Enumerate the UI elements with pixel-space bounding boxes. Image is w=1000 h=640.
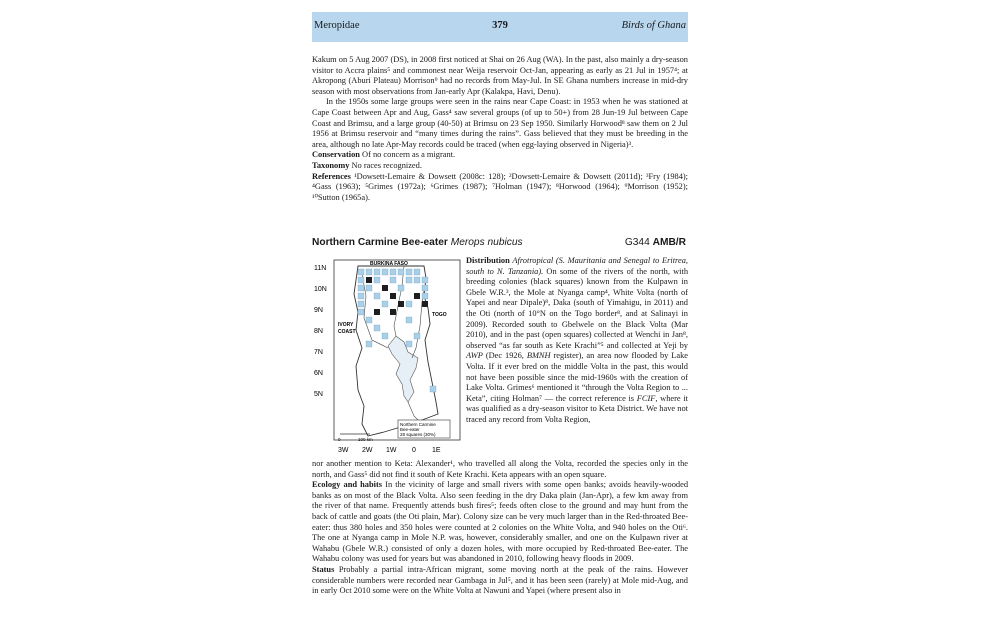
record-square-open — [406, 341, 412, 347]
record-square-open — [382, 333, 388, 339]
record-square-open — [414, 269, 420, 275]
label-togo: TOGO — [432, 312, 447, 318]
references-text: ¹Dowsett-Lemaire & Dowsett (2008c: 128); ²Dowsett-Lemaire & Dowsett (2011d); ³Fry (1984); ⁴Gass (1963); ⁵Grimes (1972a); ⁶Grimes (1987); ⁷Holman (1947); ⁸Horwood (1964); ⁹Morrison (1952); ¹⁰Sutton (1965a). — [312, 171, 689, 202]
record-square-open — [382, 269, 388, 275]
record-square-open — [406, 269, 412, 275]
conservation-text: Of no concern as a migrant. — [362, 150, 456, 160]
record-square-filled — [422, 301, 428, 307]
lat-label: 5N — [314, 391, 323, 398]
record-square-open — [390, 269, 396, 275]
paragraph: In the 1950s some large groups were seen in the rains near Cape Coast: in 1953 when he was stationed at Cape Coast between Apr and Aug, Gass⁴ saw several groups (of up to 50+) from 28 Jun-19 Jul between Cape Coast and Brimsu, and a large group (40-50) at Brimsu on 23 Sep 1950. Similarly Horwood⁸ saw them on 2 Jul 1956 at Brimsu reservoir and “many times during the rains”. Gass believed that they must be breeding in the area, although no late Apr-May records could be traced (when egg-laying observed in Nigeria)³. — [312, 97, 688, 149]
record-square-filled — [366, 277, 372, 283]
record-square-open — [390, 277, 396, 283]
scale-100km: 100 km — [358, 437, 373, 442]
ecology-paragraph — [312, 480, 688, 565]
record-square-open — [398, 269, 404, 275]
species-common-name: Northern Carmine Bee-eater — [312, 237, 448, 248]
lon-label: 3W — [338, 447, 349, 454]
legend-line: Bee-eater — [400, 427, 420, 432]
record-square-open — [358, 293, 364, 299]
distribution-awp: AWP — [466, 351, 483, 361]
references-heading: References — [312, 171, 351, 181]
species-number: G344 — [624, 237, 650, 248]
lat-label: 11N — [314, 265, 327, 272]
record-square-open — [414, 277, 420, 283]
record-square-open — [358, 277, 364, 283]
record-square-filled — [398, 301, 404, 307]
status-paragraph — [312, 565, 688, 597]
lat-label: 10N — [314, 286, 327, 293]
conservation-heading: Conservation — [312, 150, 360, 160]
legend-line: Northern Carmine — [400, 422, 436, 427]
lon-label: 2W — [362, 447, 373, 454]
distribution-text-a: On some of the rivers of the north, with breeding colonies (black squares) known from the Kulpawn in Gbele W.R.³, the Mole at Nyanga camp⁴, White Volta (north of Yapei and near Dipale)⁸, Daka (south of Yimahigu, in 2011) and the Oti (north of 10°N on the Togo border⁸, and at Salinayi in 2009). Recorded south to Gbelwele on the Black Volta (Mar 2010), and in the past (open squares) collected at Wenchi in Jan⁸, observed “as far south as Kete Krachi”⁵ and collected at Yeji by — [466, 266, 689, 350]
distribution-paragraph — [466, 256, 688, 426]
book-page — [312, 0, 688, 640]
record-square-open — [422, 277, 428, 283]
distribution-bmnh: BMNH — [526, 351, 551, 361]
distribution-text-c: register), an area now flooded by Lake Volta. If it ever bred on the middle Volta in the past, this would not have been possible since the mid-1960s with the creation of Lake Volta. Grimes⁶ mentioned it “through the Volta Region to ... Keta”, citing Holman⁷ — the correct reference is — [466, 351, 689, 403]
lon-label: 0 — [412, 447, 416, 454]
record-square-filled — [382, 285, 388, 291]
record-square-open — [414, 333, 420, 339]
record-square-open — [382, 301, 388, 307]
taxonomy-heading: Taxonomy — [312, 160, 350, 170]
body-text-bottom — [312, 459, 688, 597]
species-status-code: AMB/R — [652, 237, 686, 248]
taxonomy-paragraph — [312, 161, 688, 172]
record-square-filled — [374, 309, 380, 315]
lon-label: 1W — [386, 447, 397, 454]
distribution-text-d: , where it was qualified as a dry-season visitor to Keta District. We have not traced any record from Volta Region, — [466, 393, 688, 424]
record-square-open — [406, 301, 412, 307]
lon-label: 1E — [432, 447, 441, 454]
lat-label: 9N — [314, 307, 323, 314]
distribution-fcif: FCIF — [636, 393, 656, 403]
record-square-open — [358, 309, 364, 315]
record-square-open — [358, 301, 364, 307]
label-ivory: IVORY — [338, 322, 354, 328]
previous-species-text — [312, 55, 688, 203]
label-coast: COAST — [338, 329, 356, 335]
record-square-open — [374, 277, 380, 283]
paragraph: Kakum on 5 Aug 2007 (DS), in 2008 first noticed at Shai on 26 Aug (WA). In the past, also mainly a dry-season visitor to Accra plains⁵ and commonest near Weija reservoir Oct-Jan, appearing as early as 21 Jul in 1957⁴; at Akropong (Aburi Plateau) Morrison⁹ had no records from May-Jul. In SE Ghana numbers increase in mid-dry season with most observations from Jan-early Apr (Kalakpa, Havi, Denu). — [312, 55, 688, 96]
label-burkina-faso: BURKINA FASO — [370, 261, 408, 267]
references-paragraph — [312, 172, 688, 204]
record-square-open — [398, 285, 404, 291]
running-header — [312, 12, 688, 42]
record-square-filled — [390, 309, 396, 315]
distribution-map — [312, 256, 462, 456]
species-heading — [312, 236, 688, 250]
record-square-open — [366, 269, 372, 275]
ecology-text: In the vicinity of large and small rivers with some open banks; avoids heavily-wooded banks as on most of the Black Volta. Also seen feeding in the dry Daka plain (Jan-Apr), a few km away from the river of that name. Frequently attends bush fires⁵; feeds often close to the ground and may hunt from the back of cattle and goats (the Oti plain, Mar). Colony size can be very much larger than in the Red-throated Bee-eater: thus 380 holes and 350 holes were counted at 2 colonies on the White Volta, and 940 holes on the Oti⁶. The one at Nyanga camp in Mole N.P. was, however, considerably smaller, and one on the Kulpawn river at Wahabu (Gbele W.R.) consisted of only a dozen holes, with more occupied by Red-throated Bee-eater. The Wahabu colony was used for years but was abandoned in 2010, following heavy floods in 2009. — [312, 480, 689, 564]
taxonomy-text: No races recognized. — [351, 160, 422, 170]
record-square-filled — [414, 293, 420, 299]
status-heading: Status — [312, 564, 335, 574]
distribution-heading: Distribution — [466, 256, 510, 265]
species-scientific-name: Merops nubicus — [450, 237, 523, 248]
conservation-paragraph — [312, 150, 688, 161]
record-square-open — [374, 293, 380, 299]
lat-label: 8N — [314, 328, 323, 335]
lat-label: 7N — [314, 349, 323, 356]
record-square-open — [366, 341, 372, 347]
lat-label: 6N — [314, 370, 323, 377]
legend-line: 28 squares (30%) — [400, 432, 436, 437]
record-square-open — [366, 317, 372, 323]
ecology-heading: Ecology and habits — [312, 480, 383, 490]
record-square-open — [430, 386, 436, 392]
record-square-open — [406, 317, 412, 323]
species-code — [625, 236, 686, 249]
record-square-open — [366, 285, 372, 291]
record-square-open — [406, 277, 412, 283]
status-text: Probably a partial intra-African migrant, some moving north at the peak of the rains. However considerable numbers were recorded near Gambaga in Jul⁵, and it has been seen (rarely) at Mole mid-Aug, and in early Oct 2010 some were on the White Volta at Nawuni and Yapei (where present also in — [312, 564, 689, 596]
header-page-number: 379 — [492, 20, 508, 31]
scale-zero: 0 — [338, 437, 341, 442]
distribution-text — [466, 256, 688, 426]
record-square-open — [358, 269, 364, 275]
record-square-open — [422, 285, 428, 291]
distribution-range: Afrotropical (S. Mauritania and Senegal to Eritrea, south to N. Tanzania). — [466, 256, 688, 276]
record-square-open — [374, 269, 380, 275]
record-square-filled — [390, 293, 396, 299]
record-square-open — [422, 293, 428, 299]
distribution-text-b: (Dec 1926, — [485, 351, 524, 361]
distribution-continuation: nor another mention to Keta: Alexander¹, who travelled all along the Volta, recorded the species only in the north, and Gass⁵ did not find it south of Kete Krachi. Keta appears with an open square. — [312, 459, 688, 479]
header-book-title: Birds of Ghana — [621, 20, 686, 31]
header-family: Meropidae — [314, 20, 360, 31]
record-square-open — [374, 325, 380, 331]
record-square-open — [358, 285, 364, 291]
